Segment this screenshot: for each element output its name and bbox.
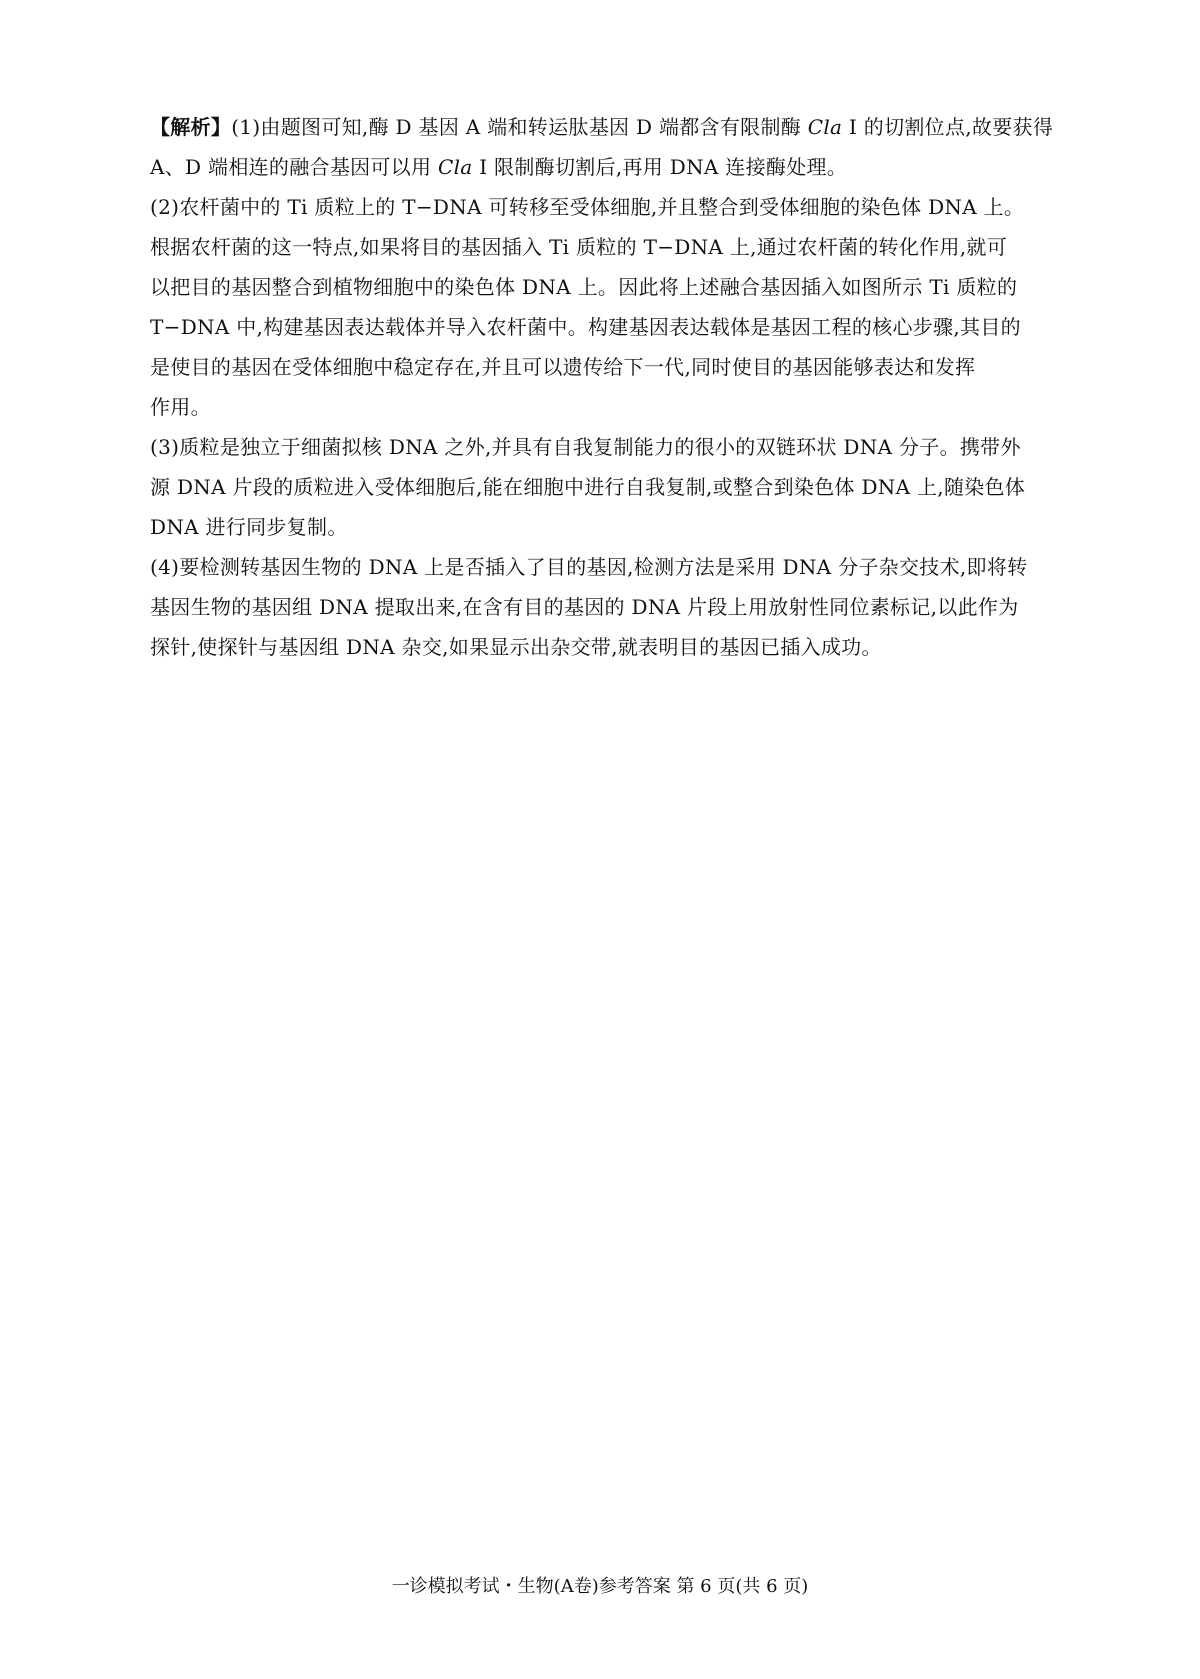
analysis-heading: 【解析】 <box>150 115 232 139</box>
text-segment: A、D 端相连的融合基因可以用 <box>150 155 438 179</box>
paragraph-1-line-2 <box>150 147 1050 187</box>
paragraph-2-line-3: 以把目的基因整合到植物细胞中的染色体 DNA 上。因此将上述融合基因插入如图所示 Ti 质粒的 <box>150 275 1018 299</box>
paragraph-2-line-6: 作用。 <box>150 395 211 419</box>
paragraph-2-line-1: (2)农杆菌中的 Ti 质粒上的 T−DNA 可转移至受体细胞,并且整合到受体细胞的染色体 DNA 上。 <box>150 195 1025 219</box>
paragraph-2-line-5: 是使目的基因在受体细胞中稳定存在,并且可以遗传给下一代,同时使目的基因能够表达和发挥 <box>150 355 976 379</box>
paragraph-3-line-3: DNA 进行同步复制。 <box>150 515 348 539</box>
paragraph-4-line-3: 探针,使探针与基因组 DNA 杂交,如果显示出杂交带,就表明目的基因已插入成功。 <box>150 635 882 659</box>
paragraph-2-line-4: T−DNA 中,构建基因表达载体并导入农杆菌中。构建基因表达载体是基因工程的核心步骤,其目的 <box>150 315 1021 339</box>
text-segment: Ⅰ 的切割位点,故要获得 <box>842 115 1054 139</box>
page-footer: 一诊模拟考试・生物(A卷)参考答案 第 6 页(共 6 页) <box>391 1576 809 1597</box>
paragraph-2-line-2: 根据农杆菌的这一特点,如果将目的基因插入 Ti 质粒的 T−DNA 上,通过农杆菌的转化作用,就可 <box>150 235 1008 259</box>
paragraph-4-line-2: 基因生物的基因组 DNA 提取出来,在含有目的基因的 DNA 片段上用放射性同位素标记,以此作为 <box>150 595 1019 619</box>
enzyme-name: Cla <box>438 155 473 179</box>
text-segment: (1)由题图可知,酶 D 基因 A 端和转运肽基因 D 端都含有限制酶 <box>231 115 808 139</box>
paragraph-3-line-2: 源 DNA 片段的质粒进入受体细胞后,能在细胞中进行自我复制,或整合到染色体 DNA 上,随染色体 <box>150 475 1026 499</box>
answer-analysis <box>150 107 1054 667</box>
text-segment: Ⅰ 限制酶切割后,再用 DNA 连接酶处理。 <box>472 155 848 179</box>
enzyme-name: Cla <box>807 115 843 139</box>
paragraph-1-line-1 <box>150 107 1054 147</box>
paragraph-4-line-1: (4)要检测转基因生物的 DNA 上是否插入了目的基因,检测方法是采用 DNA 分子杂交技术,即将转 <box>150 555 1028 579</box>
paragraph-3-line-1: (3)质粒是独立于细菌拟核 DNA 之外,并具有自我复制能力的很小的双链环状 DNA 分子。携带外 <box>150 435 1021 459</box>
